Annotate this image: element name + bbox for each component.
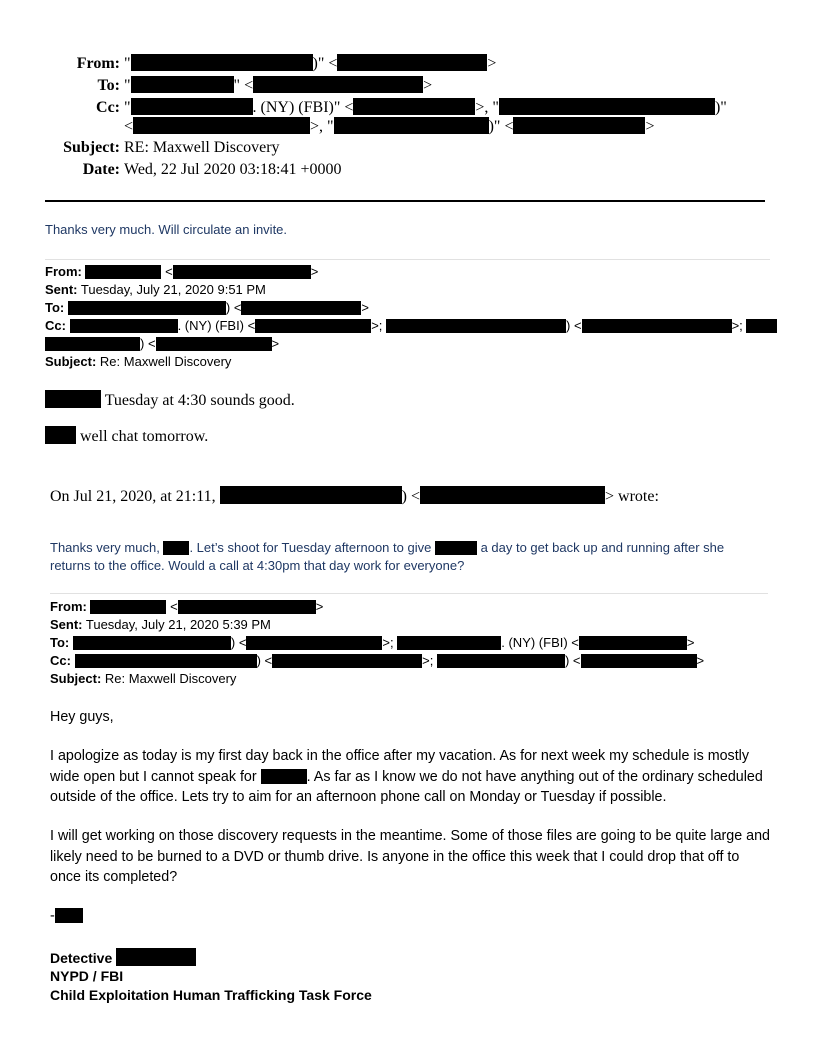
redaction xyxy=(337,54,487,71)
msg2-sent: Sent: Tuesday, July 21, 2020 5:39 PM xyxy=(50,617,271,632)
to-label: To: xyxy=(97,77,120,94)
redaction xyxy=(420,486,605,504)
quote-attribution: On Jul 21, 2020, at 21:11, ) < > wrote: xyxy=(50,488,659,505)
from-value: " )" < > xyxy=(124,55,497,72)
redaction xyxy=(55,908,83,923)
redaction xyxy=(45,426,76,444)
msg1-cc: Cc: . (NY) (FBI) < >; ) < >; xyxy=(45,317,777,335)
redaction xyxy=(353,98,475,115)
redaction xyxy=(178,600,316,614)
redaction xyxy=(70,319,178,333)
redaction xyxy=(131,54,313,71)
redaction xyxy=(579,636,687,650)
redaction xyxy=(90,600,166,614)
msg1-from: From: < > xyxy=(45,264,319,279)
redaction xyxy=(435,541,477,555)
redaction xyxy=(246,636,382,650)
cc-label: Cc: xyxy=(96,99,120,116)
msg1-subject: Subject: Re: Maxwell Discovery xyxy=(45,354,232,369)
redaction xyxy=(582,319,732,333)
redaction xyxy=(45,337,140,351)
redaction xyxy=(133,117,310,134)
date-value: Wed, 22 Jul 2020 03:18:41 +0000 xyxy=(124,161,342,178)
redaction xyxy=(45,390,101,408)
msg2-cc: Cc: ) < >; ) < > xyxy=(50,653,705,668)
msg1-line1: Tuesday at 4:30 sounds good. xyxy=(45,390,295,410)
msg2-paragraph1: I apologize as today is my first day back in the office after my vacation. As for next week my schedule is mostly wide open but I cannot speak for . As far as I know we do not have anything out of the ordinary scheduled outside of the office. Lets try to aim for an afternoon phone call on Monday or Tuesday if possible. xyxy=(50,748,763,805)
msg1-to: To: ) < > xyxy=(45,300,370,315)
cc-value-line1: " . (NY) (FBI)" < >, " )" xyxy=(124,99,727,116)
redaction xyxy=(499,98,715,115)
signature-org: NYPD / FBI xyxy=(50,968,124,984)
redaction xyxy=(68,301,226,315)
redaction xyxy=(116,948,196,966)
msg2-to: To: ) < >; . (NY) (FBI) < > xyxy=(50,635,695,650)
redaction xyxy=(131,98,253,115)
cc-org: . (NY) (FBI)" < xyxy=(252,99,354,116)
cc-value-line2: < >, " )" < > xyxy=(124,118,655,135)
msg1-line2: well chat tomorrow. xyxy=(45,426,208,446)
redaction xyxy=(241,301,361,315)
subject-value: RE: Maxwell Discovery xyxy=(124,139,280,156)
redaction xyxy=(156,337,272,351)
redaction xyxy=(334,117,489,134)
subject-label: Subject: xyxy=(63,139,120,156)
redaction xyxy=(386,319,566,333)
msg1-cc-cont: ) < > xyxy=(45,335,279,353)
header-divider xyxy=(45,200,765,202)
signature-title: Detective xyxy=(50,948,196,968)
redaction xyxy=(437,654,565,668)
redaction xyxy=(131,76,234,93)
redaction xyxy=(397,636,501,650)
signature-unit: Child Exploitation Human Trafficking Task Force xyxy=(50,987,372,1003)
msg1-sent: Sent: Tuesday, July 21, 2020 9:51 PM xyxy=(45,282,266,297)
date-label: Date: xyxy=(82,161,120,178)
divider xyxy=(45,259,770,260)
msg2-greeting: Hey guys, xyxy=(50,709,114,725)
msg2-paragraph2: I will get working on those discovery requests in the meantime. Some of those files are going to be quite large and likely need to be burned to a DVD or thumb drive. Is anyone in the office this week that I could drop that off to once its completed? xyxy=(50,828,771,885)
redaction xyxy=(255,319,371,333)
redaction xyxy=(272,654,422,668)
redaction xyxy=(253,76,423,93)
redaction xyxy=(163,541,189,555)
msg2-subject: Subject: Re: Maxwell Discovery xyxy=(50,671,237,686)
redaction xyxy=(746,319,777,333)
msg2-dash: - xyxy=(50,906,83,927)
redaction xyxy=(173,265,311,279)
redaction xyxy=(220,486,402,504)
to-value: " " < > xyxy=(124,77,433,94)
divider xyxy=(50,593,768,594)
reply-mid-line1: Thanks very much, . Let’s shoot for Tuesday afternoon to give a day to get back up and running after she xyxy=(50,540,725,555)
msg2-from: From: < > xyxy=(50,599,324,614)
redaction xyxy=(261,769,307,784)
reply-top: Thanks very much. Will circulate an invite. xyxy=(45,222,288,237)
redaction xyxy=(73,636,231,650)
redaction xyxy=(513,117,645,134)
redaction xyxy=(581,654,697,668)
reply-mid-line2: returns to the office. Would a call at 4:30pm that day work for everyone? xyxy=(50,558,465,573)
redaction xyxy=(85,265,161,279)
from-label: From: xyxy=(76,55,120,72)
redaction xyxy=(75,654,257,668)
